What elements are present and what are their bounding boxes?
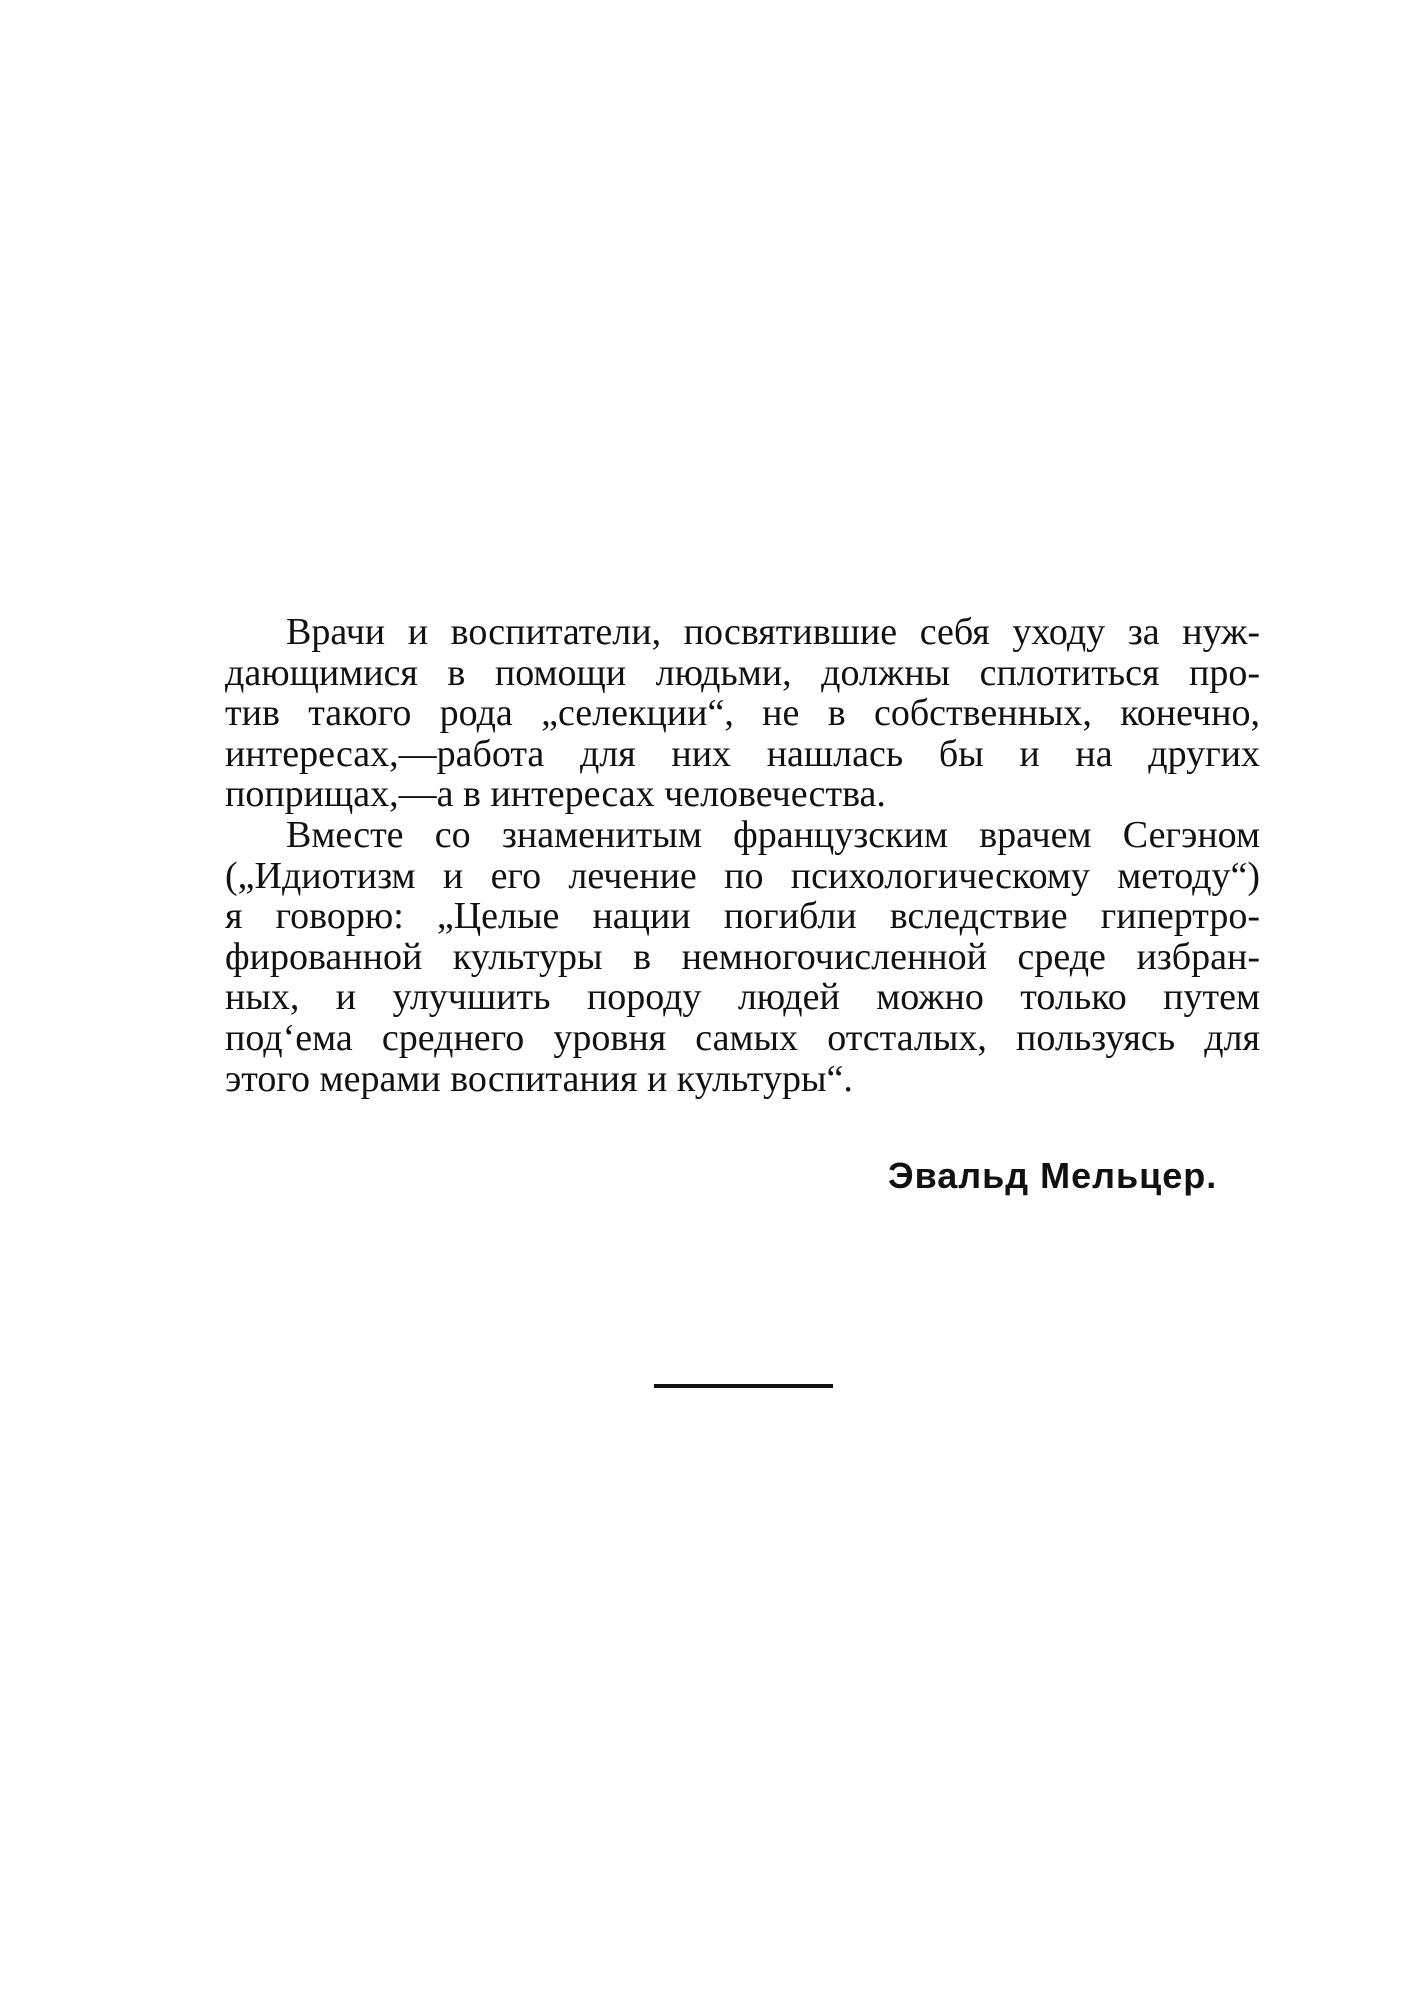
text-line: Врачи и воспитатели, посвятившие себя уходу за нуж- <box>286 611 1260 653</box>
text-line: этого мерами воспитания и культуры“. <box>225 1057 853 1100</box>
section-divider <box>654 1384 833 1388</box>
body-text <box>225 612 1260 1099</box>
text-line: под‘ема среднего уровня самых отсталых, пользуясь для <box>225 1016 1260 1059</box>
text-line: фированной культуры в немногочисленной среде избран- <box>225 935 1260 978</box>
author-signature: Эвальд Мельцер. <box>888 1155 1218 1196</box>
text-line: дающимися в помощи людьми, должны сплотиться про- <box>225 651 1260 694</box>
paragraph-1 <box>225 612 1260 815</box>
text-line: я говорю: „Целые нации погибли вследствие гипертро- <box>225 895 1260 938</box>
text-line: поприщах,—а в интересах человечества. <box>225 773 886 816</box>
text-line: Вместе со знаменитым французским врачем Сегэном <box>286 813 1260 856</box>
text-line: тив такого рода „селекции“, не в собственных, конечно, <box>225 692 1260 735</box>
text-line: ных, и улучшить породу людей можно только путем <box>225 976 1260 1019</box>
text-line: интересах,—работа для них нашлась бы и на других <box>225 732 1260 775</box>
paragraph-2 <box>225 815 1260 1099</box>
text-line: („Идиотизм и его лечение по психологическому методу“) <box>225 854 1260 897</box>
